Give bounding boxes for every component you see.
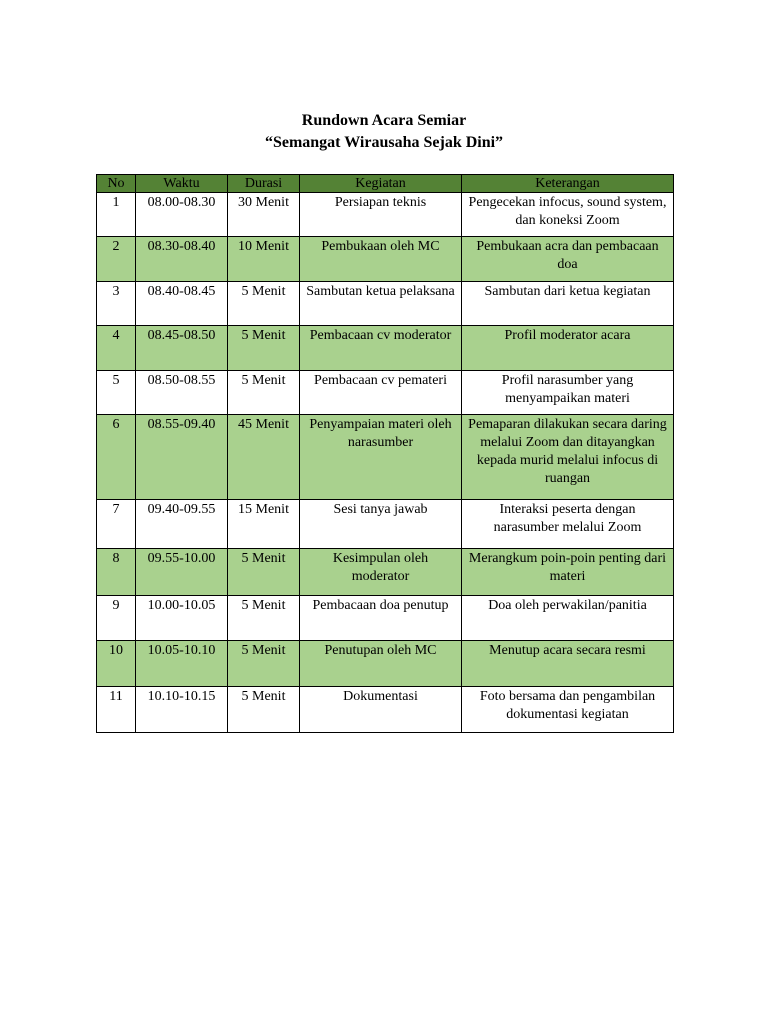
title-line-2: “Semangat Wirausaha Sejak Dini” xyxy=(264,134,504,151)
cell-no: 4 xyxy=(97,326,136,371)
cell-waktu: 09.55-10.00 xyxy=(136,549,228,596)
cell-waktu: 08.30-08.40 xyxy=(136,237,228,282)
cell-keterangan: Profil narasumber yang menyampaikan materi xyxy=(462,371,674,415)
cell-keterangan: Profil moderator acara xyxy=(462,326,674,371)
table-row xyxy=(97,641,674,687)
cell-no: 10 xyxy=(97,641,136,687)
title-line-1: Rundown Acara Semiar xyxy=(301,112,467,129)
cell-keterangan: Pembukaan acra dan pembacaan doa xyxy=(462,237,674,282)
table-row xyxy=(97,193,674,237)
header-no: No xyxy=(97,175,136,193)
cell-kegiatan: Kesimpulan oleh moderator xyxy=(300,549,462,596)
table-row xyxy=(97,687,674,733)
cell-no: 1 xyxy=(97,193,136,237)
header-waktu: Waktu xyxy=(136,175,228,193)
cell-keterangan: Merangkum poin-poin penting dari materi xyxy=(462,549,674,596)
table-row xyxy=(97,282,674,326)
cell-waktu: 08.50-08.55 xyxy=(136,371,228,415)
cell-waktu: 09.40-09.55 xyxy=(136,500,228,549)
table-row xyxy=(97,371,674,415)
rundown-table xyxy=(96,174,674,733)
cell-durasi: 5 Menit xyxy=(228,641,300,687)
header-durasi: Durasi xyxy=(228,175,300,193)
cell-durasi: 15 Menit xyxy=(228,500,300,549)
cell-keterangan: Doa oleh perwakilan/panitia xyxy=(462,596,674,641)
header-kegiatan: Kegiatan xyxy=(300,175,462,193)
cell-kegiatan: Penutupan oleh MC xyxy=(300,641,462,687)
cell-kegiatan: Dokumentasi xyxy=(300,687,462,733)
cell-waktu: 10.10-10.15 xyxy=(136,687,228,733)
cell-waktu: 08.40-08.45 xyxy=(136,282,228,326)
cell-kegiatan: Sesi tanya jawab xyxy=(300,500,462,549)
cell-keterangan: Menutup acara secara resmi xyxy=(462,641,674,687)
cell-no: 2 xyxy=(97,237,136,282)
table-row xyxy=(97,326,674,371)
table-row xyxy=(97,237,674,282)
cell-waktu: 08.55-09.40 xyxy=(136,415,228,500)
cell-no: 9 xyxy=(97,596,136,641)
cell-waktu: 08.45-08.50 xyxy=(136,326,228,371)
cell-waktu: 08.00-08.30 xyxy=(136,193,228,237)
cell-durasi: 5 Menit xyxy=(228,326,300,371)
cell-kegiatan: Penyampaian materi oleh narasumber xyxy=(300,415,462,500)
table-row xyxy=(97,500,674,549)
cell-no: 8 xyxy=(97,549,136,596)
cell-durasi: 5 Menit xyxy=(228,371,300,415)
cell-kegiatan: Pembacaan doa penutup xyxy=(300,596,462,641)
cell-kegiatan: Pembacaan cv pemateri xyxy=(300,371,462,415)
cell-kegiatan: Sambutan ketua pelaksana xyxy=(300,282,462,326)
cell-no: 11 xyxy=(97,687,136,733)
cell-durasi: 10 Menit xyxy=(228,237,300,282)
document-title xyxy=(0,110,768,154)
cell-durasi: 5 Menit xyxy=(228,549,300,596)
cell-no: 3 xyxy=(97,282,136,326)
cell-keterangan: Interaksi peserta dengan narasumber melalui Zoom xyxy=(462,500,674,549)
table-row xyxy=(97,596,674,641)
cell-keterangan: Foto bersama dan pengambilan dokumentasi kegiatan xyxy=(462,687,674,733)
cell-keterangan: Sambutan dari ketua kegiatan xyxy=(462,282,674,326)
cell-durasi: 5 Menit xyxy=(228,282,300,326)
cell-no: 6 xyxy=(97,415,136,500)
cell-durasi: 5 Menit xyxy=(228,687,300,733)
table-row xyxy=(97,415,674,500)
cell-waktu: 10.00-10.05 xyxy=(136,596,228,641)
header-keterangan: Keterangan xyxy=(462,175,674,193)
cell-no: 5 xyxy=(97,371,136,415)
cell-kegiatan: Pembukaan oleh MC xyxy=(300,237,462,282)
cell-waktu: 10.05-10.10 xyxy=(136,641,228,687)
cell-kegiatan: Pembacaan cv moderator xyxy=(300,326,462,371)
cell-durasi: 30 Menit xyxy=(228,193,300,237)
cell-keterangan: Pemaparan dilakukan secara daring melalui Zoom dan ditayangkan kepada murid melalui infocus di ruangan xyxy=(462,415,674,500)
cell-keterangan: Pengecekan infocus, sound system, dan koneksi Zoom xyxy=(462,193,674,237)
cell-durasi: 45 Menit xyxy=(228,415,300,500)
table-header-row xyxy=(97,175,674,193)
table-row xyxy=(97,549,674,596)
cell-kegiatan: Persiapan teknis xyxy=(300,193,462,237)
cell-no: 7 xyxy=(97,500,136,549)
cell-durasi: 5 Menit xyxy=(228,596,300,641)
